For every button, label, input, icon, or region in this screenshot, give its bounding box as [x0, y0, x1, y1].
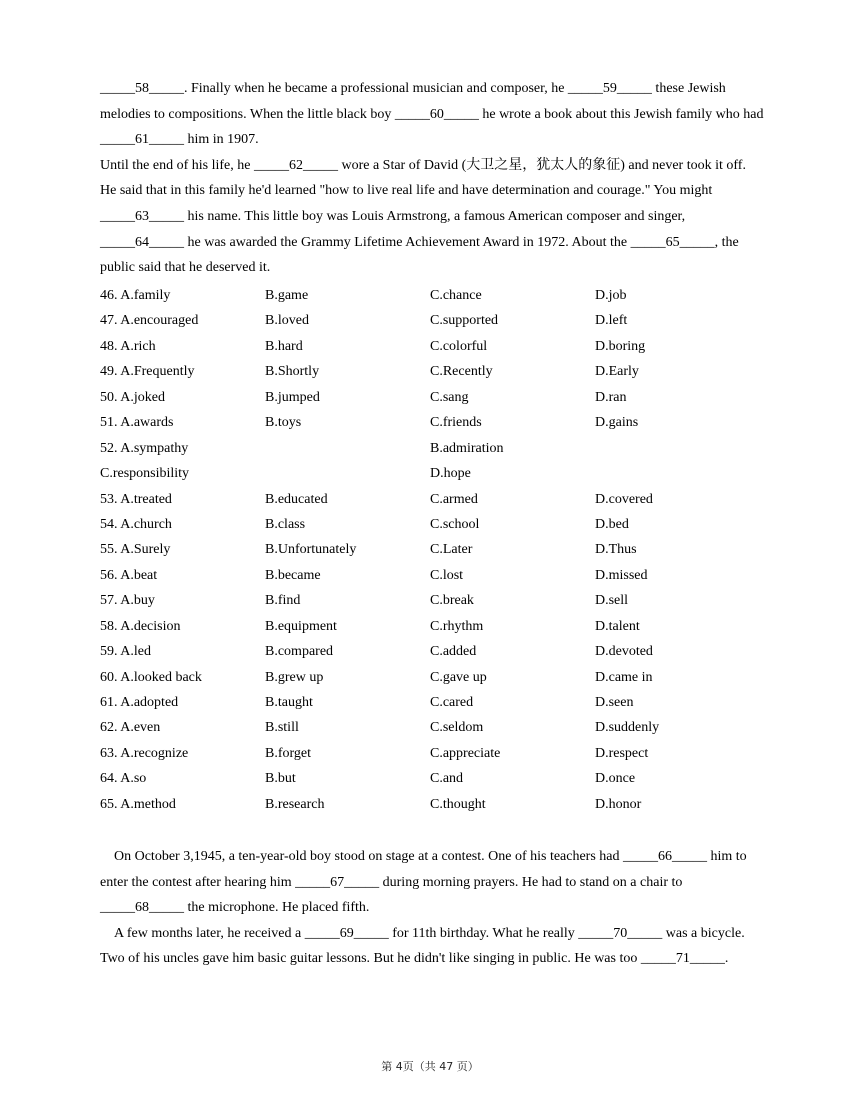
option-d: D.ran: [595, 389, 627, 405]
option-c: C.armed: [430, 491, 478, 507]
question-row: [100, 639, 765, 664]
option-b: B.Shortly: [265, 364, 320, 380]
option-c: C.rhythm: [430, 618, 484, 634]
option-a: 48. A.rich: [100, 338, 156, 354]
option-c: C.seldom: [430, 720, 484, 736]
passage-two: [100, 844, 765, 972]
option-b: B.admiration: [430, 440, 504, 456]
option-d: D.honor: [595, 796, 642, 812]
option-d: D.Thus: [595, 542, 637, 558]
option-b: B.toys: [265, 415, 302, 431]
option-c: C.school: [430, 516, 480, 532]
option-a: 62. A.even: [100, 720, 161, 736]
option-c: C.lost: [430, 567, 464, 583]
option-b: B.still: [265, 720, 299, 736]
option-a: 50. A.joked: [100, 389, 165, 405]
question-row: [100, 588, 765, 613]
option-a: 64. A.so: [100, 771, 147, 787]
question-row: [100, 537, 765, 562]
option-d: D.once: [595, 771, 636, 787]
option-d: D.left: [595, 313, 628, 329]
option-d: D.seen: [595, 695, 634, 710]
option-b: B.forget: [265, 745, 312, 761]
option-a: 56. A.beat: [100, 567, 158, 583]
question-row: [100, 359, 765, 384]
option-a: 54. A.church: [100, 516, 172, 532]
passage-paragraph: Until the end of his life, he _____62_____ wore a Star of David (大卫之星，犹太人的象征) and never took it off. He said that in this family he'd learned "how to live real life and have determination and courage." You might _____63_____ his name. This little boy was Louis Armstrong, a famous American composer and singer, _____64_____ he was awarded the Grammy Lifetime Achievement Award in 1972. About the _____65_____, the public said that he deserved it.: [100, 157, 746, 276]
option-b: B.research: [265, 796, 325, 812]
passage-paragraph: A few months later, he received a _____69_____ for 11th birthday. What he really _____70_____ was a bicycle. Two of his uncles gave him basic guitar lessons. But he didn't like singing in public. He was too _____71_____.: [100, 925, 745, 967]
option-c: C.Recently: [430, 364, 493, 380]
option-c: C.thought: [430, 796, 486, 812]
option-b: B.equipment: [265, 618, 337, 634]
option-a: 49. A.Frequently: [100, 364, 195, 380]
question-row: [100, 792, 765, 817]
option-d: D.devoted: [595, 644, 653, 660]
option-a: 63. A.recognize: [100, 745, 189, 761]
option-a: 51. A.awards: [100, 415, 174, 431]
option-b: B.loved: [265, 313, 309, 329]
option-d: D.sell: [595, 593, 629, 609]
option-b: B.taught: [265, 695, 313, 710]
question-row: [100, 283, 765, 308]
question-row: [100, 715, 765, 740]
option-b: B.find: [265, 593, 301, 609]
option-a: 47. A.encouraged: [100, 313, 199, 329]
question-row: [100, 665, 765, 690]
question-row: [100, 766, 765, 791]
option-c: C.responsibility: [100, 466, 190, 482]
option-d: D.respect: [595, 745, 649, 761]
option-c: C.break: [430, 593, 474, 609]
option-a: 58. A.decision: [100, 618, 181, 634]
question-row: [100, 741, 765, 766]
option-a: 57. A.buy: [100, 593, 155, 609]
option-b: B.class: [265, 516, 306, 532]
option-c: C.chance: [430, 288, 482, 303]
option-c: C.Later: [430, 542, 473, 558]
option-c: C.colorful: [430, 338, 488, 354]
page-footer: 第 4页（共 47 页）: [381, 1060, 479, 1073]
question-row: [100, 461, 765, 486]
option-c: C.supported: [430, 313, 499, 329]
question-row: [100, 334, 765, 359]
option-d: D.hope: [430, 466, 471, 482]
question-row: [100, 410, 765, 435]
option-b: B.jumped: [265, 389, 320, 405]
option-a: 46. A.family: [100, 288, 171, 303]
question-row: [100, 512, 765, 537]
option-b: B.grew up: [265, 669, 324, 685]
option-d: D.Early: [595, 364, 639, 380]
option-b: B.educated: [265, 491, 328, 507]
option-d: D.boring: [595, 338, 646, 354]
options-table: [100, 283, 765, 817]
option-c: C.friends: [430, 415, 482, 431]
passage-one: [100, 76, 765, 281]
passage-paragraph: On October 3,1945, a ten-year-old boy stood on stage at a contest. One of his teachers had _____66_____ him to enter the contest after hearing him _____67_____ during morning prayers. He had to stand on a chair to _____68_____ the microphone. He placed fifth.: [100, 849, 747, 916]
option-c: C.and: [430, 771, 464, 787]
option-b: B.compared: [265, 644, 334, 660]
option-c: C.sang: [430, 389, 469, 405]
question-row: [100, 487, 765, 512]
question-row: [100, 385, 765, 410]
option-b: B.Unfortunately: [265, 542, 357, 558]
option-d: D.suddenly: [595, 720, 660, 736]
option-d: D.covered: [595, 491, 653, 507]
option-b: B.became: [265, 567, 321, 583]
option-c: C.gave up: [430, 669, 487, 685]
option-a: 60. A.looked back: [100, 669, 202, 685]
question-row: [100, 614, 765, 639]
option-a: 55. A.Surely: [100, 542, 171, 558]
option-d: D.came in: [595, 669, 653, 685]
question-row: [100, 690, 765, 715]
option-c: C.cared: [430, 695, 474, 710]
option-a: 65. A.method: [100, 796, 176, 812]
option-d: D.bed: [595, 516, 629, 532]
question-row: [100, 563, 765, 588]
option-a: 59. A.led: [100, 644, 151, 660]
question-row: [100, 308, 765, 333]
option-d: D.talent: [595, 618, 640, 634]
option-b: B.hard: [265, 338, 303, 354]
option-b: B.game: [265, 288, 309, 303]
option-d: D.gains: [595, 415, 639, 431]
option-c: C.added: [430, 644, 477, 660]
option-c: C.appreciate: [430, 745, 501, 761]
option-a: 53. A.treated: [100, 491, 172, 507]
option-d: D.job: [595, 288, 627, 303]
passage-paragraph: _____58_____. Finally when he became a professional musician and composer, he _____59_____ these Jewish melodies to compositions. When the little black boy _____60_____ he wrote a book about this Jewish family who had _____61_____ him in 1907.: [100, 81, 764, 148]
option-d: D.missed: [595, 567, 648, 583]
option-a: 61. A.adopted: [100, 695, 179, 710]
option-a: 52. A.sympathy: [100, 440, 189, 456]
question-row: [100, 436, 765, 461]
option-b: B.but: [265, 771, 296, 787]
